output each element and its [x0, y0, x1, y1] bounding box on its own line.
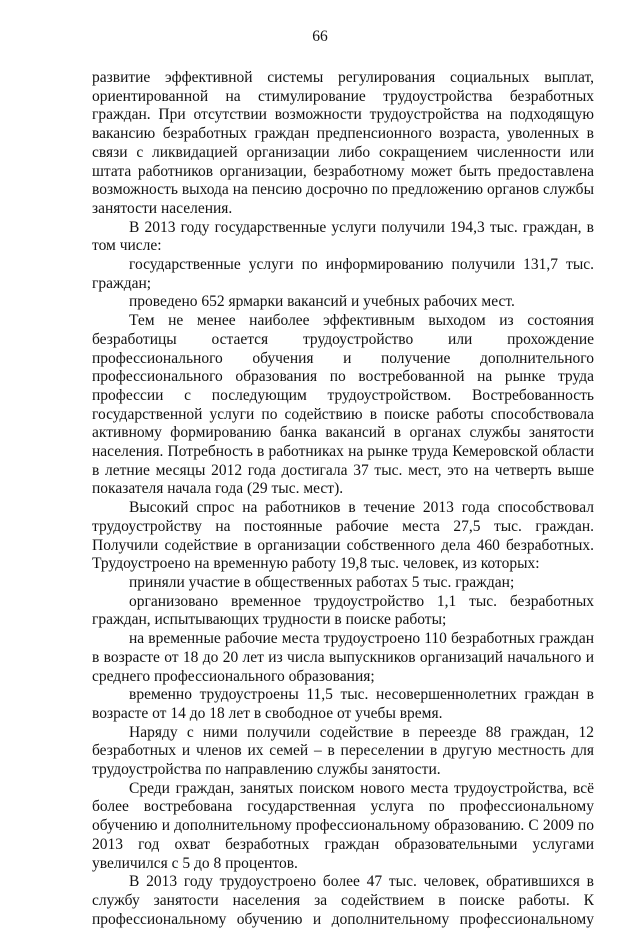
- body-text: [92, 69, 594, 929]
- paragraph: В 2013 году государственные услуги получили 194,3 тыс. граждан, в том числе:: [92, 218, 594, 255]
- list-item: организовано временное трудоустройство 1,1 тыс. безработных граждан, испытывающих трудности в поиске работы;: [92, 592, 594, 629]
- paragraph: Наряду с ними получили содействие в переезде 88 граждан, 12 безработных и членов их семей – в переселении в другую местность для трудоустройства по направлению службы занятости.: [92, 723, 594, 779]
- paragraph: Высокий спрос на работников в течение 2013 года способствовал трудоустройству на постоянные рабочие места 27,5 тыс. граждан. Получили содействие в организации собственного дела 460 безработных. Трудоустроено на временную работу 19,8 тыс. человек, из которых:: [92, 499, 594, 573]
- page-number: 66: [312, 28, 328, 45]
- list-item: проведено 652 ярмарки вакансий и учебных рабочих мест.: [129, 293, 515, 311]
- paragraph: развитие эффективной системы регулирования социальных выплат, ориентированной на стимулирование трудоустройства безработных граждан. При отсутствии возможности трудоустройства на подходящую вакансию безработных граждан предпенсионного возраста, уволенных в связи с ликвидацией организации либо сокращением численности или штата работников организации, безработному может быть предоставлена возможность выхода на пенсию досрочно по предложению органов службы занятости населения.: [92, 69, 594, 217]
- list-item: временно трудоустроены 11,5 тыс. несовершеннолетних граждан в возрасте от 14 до 18 лет в свободное от учебы время.: [92, 686, 594, 722]
- list-item: приняли участие в общественных работах 5 тыс. граждан;: [129, 573, 515, 591]
- paragraph: Среди граждан, занятых поиском нового места трудоустройства, всё более востребована государственная услуга по профессиональному обучению и дополнительному профессиональному образованию. С 2009 по 2013 год охват безработных граждан образовательными услугами увеличился с 5 до 8 процентов.: [92, 779, 594, 872]
- paragraph: Тем не менее наиболее эффективным выходом из состояния безработицы остается трудоустройство или прохождение профессионального обучения и получение дополнительного профессионального образования по востребованной на рынке труда профессии с последующим трудоустройством. Востребованность государственной услуги по содействию в поиске работы способствовала активному формированию банка вакансий в органах службы занятости населения. Потребность в работниках на рынке труда Кемеровской области в летние месяцы 2012 года достигала 37 тыс. мест, это на четверть выше показателя начала года (29 тыс. мест).: [92, 312, 594, 498]
- paragraph: В 2013 году трудоустроено более 47 тыс. человек, обратившихся в службу занятости населения за содействием в поиске работы. К профессиональному обучению и дополнительному профессиональному: [92, 873, 594, 928]
- list-item: государственные услуги по информированию получили 131,7 тыс. граждан;: [92, 256, 594, 292]
- list-item: на временные рабочие места трудоустроено 110 безработных граждан в возрасте от 18 до 20 лет из числа выпускников организаций начального и среднего профессионального образования;: [92, 630, 594, 685]
